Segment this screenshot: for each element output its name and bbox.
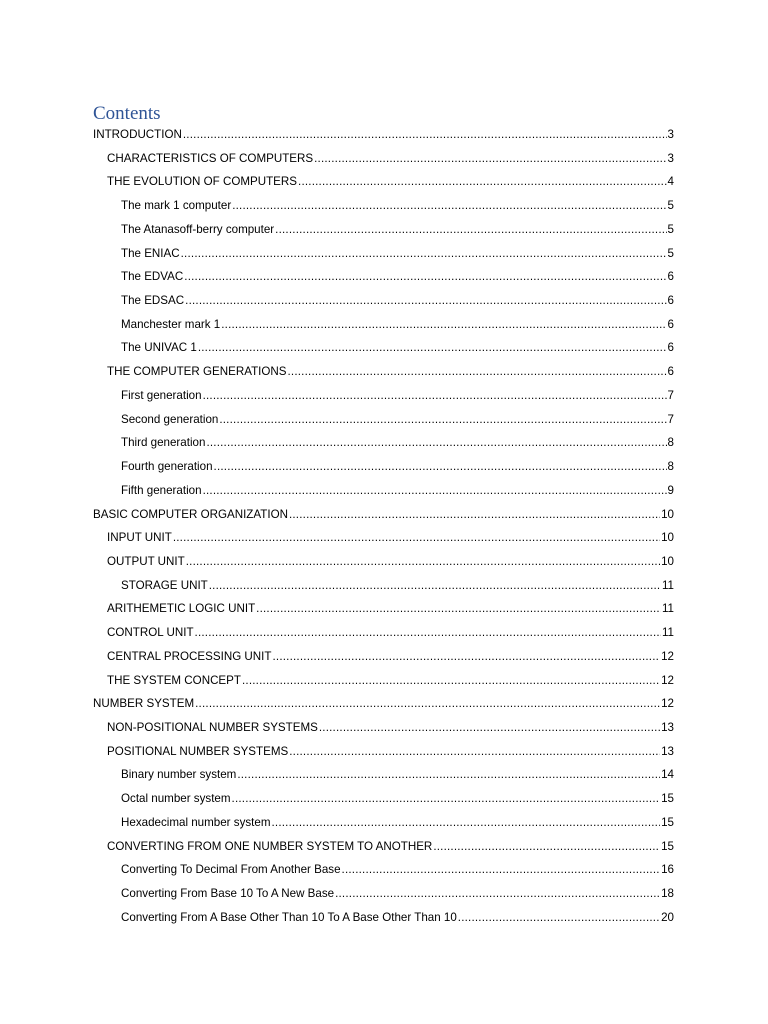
toc-entry[interactable]: [93, 196, 674, 220]
toc-entry[interactable]: [93, 291, 674, 315]
toc-entry-title: CONTROL UNIT: [107, 626, 194, 640]
toc-entry-title: The Atanasoff-berry computer: [121, 222, 275, 236]
toc-entry-page-number: 15: [661, 839, 674, 853]
toc-entry-title: THE SYSTEM CONCEPT: [107, 673, 241, 687]
toc-entry-page-number: 12: [661, 649, 674, 663]
toc-entry-page-number: 5: [667, 246, 674, 260]
toc-entry[interactable]: [93, 860, 674, 884]
toc-entry-title: Manchester mark 1: [121, 317, 221, 331]
toc-entry[interactable]: [93, 267, 674, 291]
dot-leader: [181, 244, 667, 264]
toc-entry-title: INPUT UNIT: [107, 531, 172, 545]
dot-leader: [214, 457, 667, 477]
dot-leader: [185, 291, 666, 311]
toc-entry[interactable]: [93, 505, 674, 529]
toc-entry[interactable]: [93, 694, 674, 718]
toc-entry[interactable]: [93, 528, 674, 552]
toc-entry-title: CHARACTERISTICS OF COMPUTERS: [107, 151, 314, 165]
toc-entry[interactable]: [93, 149, 674, 173]
toc-entry-page-number: 10: [661, 507, 674, 521]
dot-leader: [288, 362, 667, 382]
toc-entry-page-number: 12: [661, 673, 674, 687]
toc-entry-page-number: 14: [661, 768, 674, 782]
toc-entry-page-number: 7: [667, 412, 674, 426]
toc-entry-title: CENTRAL PROCESSING UNIT: [107, 649, 272, 663]
toc-entry-title: Second generation: [121, 412, 219, 426]
table-of-contents: [93, 125, 674, 931]
toc-entry[interactable]: [93, 837, 674, 861]
toc-entry[interactable]: [93, 244, 674, 268]
toc-entry-page-number: 13: [661, 744, 674, 758]
toc-entry-title: ARITHEMETIC LOGIC UNIT: [107, 602, 256, 616]
toc-entry-page-number: 6: [667, 317, 674, 331]
toc-entry-title: BASIC COMPUTER ORGANIZATION: [93, 507, 288, 521]
dot-leader: [289, 742, 660, 762]
toc-entry[interactable]: [93, 576, 674, 600]
toc-entry-page-number: 8: [667, 460, 674, 474]
toc-entry-page-number: 3: [667, 128, 674, 141]
toc-entry[interactable]: [93, 457, 674, 481]
toc-entry[interactable]: [93, 742, 674, 766]
toc-entry[interactable]: [93, 599, 674, 623]
toc-entry-title: CONVERTING FROM ONE NUMBER SYSTEM TO ANOTHER: [107, 839, 433, 853]
dot-leader: [219, 410, 666, 430]
toc-entry-title: Converting To Decimal From Another Base: [121, 863, 341, 877]
dot-leader: [221, 315, 666, 335]
toc-entry[interactable]: [93, 765, 674, 789]
toc-entry-page-number: 10: [661, 554, 674, 568]
toc-heading: Contents: [93, 103, 161, 124]
toc-entry-title: Converting From Base 10 To A New Base: [121, 887, 335, 900]
toc-entry-page-number: 6: [667, 270, 674, 284]
dot-leader: [183, 125, 667, 145]
dot-leader: [458, 908, 660, 928]
toc-entry-title: The EDSAC: [121, 294, 185, 308]
dot-leader: [184, 267, 666, 287]
dot-leader: [335, 884, 660, 904]
toc-entry-title: NUMBER SYSTEM: [93, 697, 195, 711]
dot-leader: [272, 813, 661, 833]
toc-entry-page-number: 7: [667, 388, 674, 402]
toc-entry[interactable]: [93, 789, 674, 813]
toc-entry-title: Octal number system: [121, 792, 231, 806]
toc-entry[interactable]: [93, 172, 674, 196]
toc-entry-title: Converting From A Base Other Than 10 To A Base Other Than 10: [121, 910, 457, 924]
toc-entry[interactable]: [93, 362, 674, 386]
toc-entry-title: Binary number system: [121, 768, 237, 782]
toc-entry-page-number: 11: [661, 626, 674, 640]
toc-entry-page-number: 5: [667, 222, 674, 236]
toc-entry[interactable]: [93, 671, 674, 695]
toc-entry-page-number: 6: [667, 341, 674, 355]
toc-entry-page-number: 16: [661, 863, 674, 877]
dot-leader: [206, 433, 666, 453]
dot-leader: [298, 172, 667, 192]
toc-entry-title: The UNIVAC 1: [121, 341, 197, 355]
dot-leader: [232, 196, 666, 216]
dot-leader: [319, 718, 660, 738]
dot-leader: [342, 860, 661, 880]
toc-entry-title: First generation: [121, 388, 202, 402]
toc-entry[interactable]: [93, 386, 674, 410]
dot-leader: [242, 671, 660, 691]
toc-entry-page-number: 9: [667, 483, 674, 497]
toc-entry[interactable]: [93, 338, 674, 362]
toc-entry[interactable]: [93, 813, 674, 837]
toc-entry[interactable]: [93, 315, 674, 339]
toc-entry-page-number: 5: [667, 199, 674, 213]
toc-entry-title: POSITIONAL NUMBER SYSTEMS: [107, 744, 289, 758]
dot-leader: [237, 765, 660, 785]
dot-leader: [186, 552, 660, 572]
toc-entry-title: Hexadecimal number system: [121, 815, 271, 829]
toc-entry-title: Third generation: [121, 436, 206, 450]
toc-entry-page-number: 6: [667, 365, 674, 379]
toc-entry-page-number: 15: [661, 815, 674, 829]
toc-entry[interactable]: [93, 884, 674, 908]
dot-leader: [195, 623, 661, 643]
toc-entry[interactable]: [93, 481, 674, 505]
toc-entry-title: OUTPUT UNIT: [107, 554, 185, 568]
toc-entry[interactable]: [93, 552, 674, 576]
dot-leader: [433, 837, 660, 857]
toc-entry-page-number: 3: [667, 151, 674, 165]
toc-entry-page-number: 8: [667, 436, 674, 450]
toc-entry-title: The mark 1 computer: [121, 199, 232, 213]
dot-leader: [195, 694, 660, 714]
dot-leader: [256, 599, 661, 619]
toc-entry-page-number: 18: [661, 887, 674, 900]
toc-entry[interactable]: [93, 647, 674, 671]
toc-entry-title: Fourth generation: [121, 460, 213, 474]
dot-leader: [232, 789, 661, 809]
dot-leader: [203, 386, 667, 406]
dot-leader: [173, 528, 660, 548]
toc-entry-page-number: 11: [661, 602, 674, 616]
dot-leader: [275, 220, 666, 240]
dot-leader: [314, 149, 666, 169]
toc-entry-page-number: 4: [667, 175, 674, 189]
toc-entry-title: Fifth generation: [121, 483, 202, 497]
dot-leader: [209, 576, 661, 596]
toc-entry-page-number: 15: [661, 792, 674, 806]
toc-entry-title: THE COMPUTER GENERATIONS: [107, 365, 287, 379]
toc-entry[interactable]: [93, 410, 674, 434]
toc-entry-page-number: 20: [661, 910, 674, 924]
toc-entry[interactable]: [93, 718, 674, 742]
toc-entry-title: NON-POSITIONAL NUMBER SYSTEMS: [107, 720, 318, 734]
dot-leader: [289, 505, 660, 525]
toc-entry-page-number: 12: [661, 697, 674, 711]
toc-entry[interactable]: [93, 125, 674, 149]
toc-entry-title: STORAGE UNIT: [121, 578, 208, 592]
dot-leader: [272, 647, 660, 667]
toc-entry-page-number: 13: [661, 720, 674, 734]
dot-leader: [203, 481, 667, 501]
toc-entry-page-number: 6: [667, 294, 674, 308]
toc-entry[interactable]: [93, 220, 674, 244]
toc-entry-page-number: 10: [661, 531, 674, 545]
toc-entry[interactable]: [93, 623, 674, 647]
toc-entry-title: The EDVAC: [121, 270, 184, 284]
toc-entry-page-number: 11: [661, 578, 674, 592]
toc-entry[interactable]: [93, 908, 674, 932]
dot-leader: [198, 338, 667, 358]
toc-entry-title: INTRODUCTION: [93, 128, 182, 141]
toc-entry[interactable]: [93, 433, 674, 457]
toc-entry-title: The ENIAC: [121, 246, 180, 260]
toc-entry-title: THE EVOLUTION OF COMPUTERS: [107, 175, 298, 189]
